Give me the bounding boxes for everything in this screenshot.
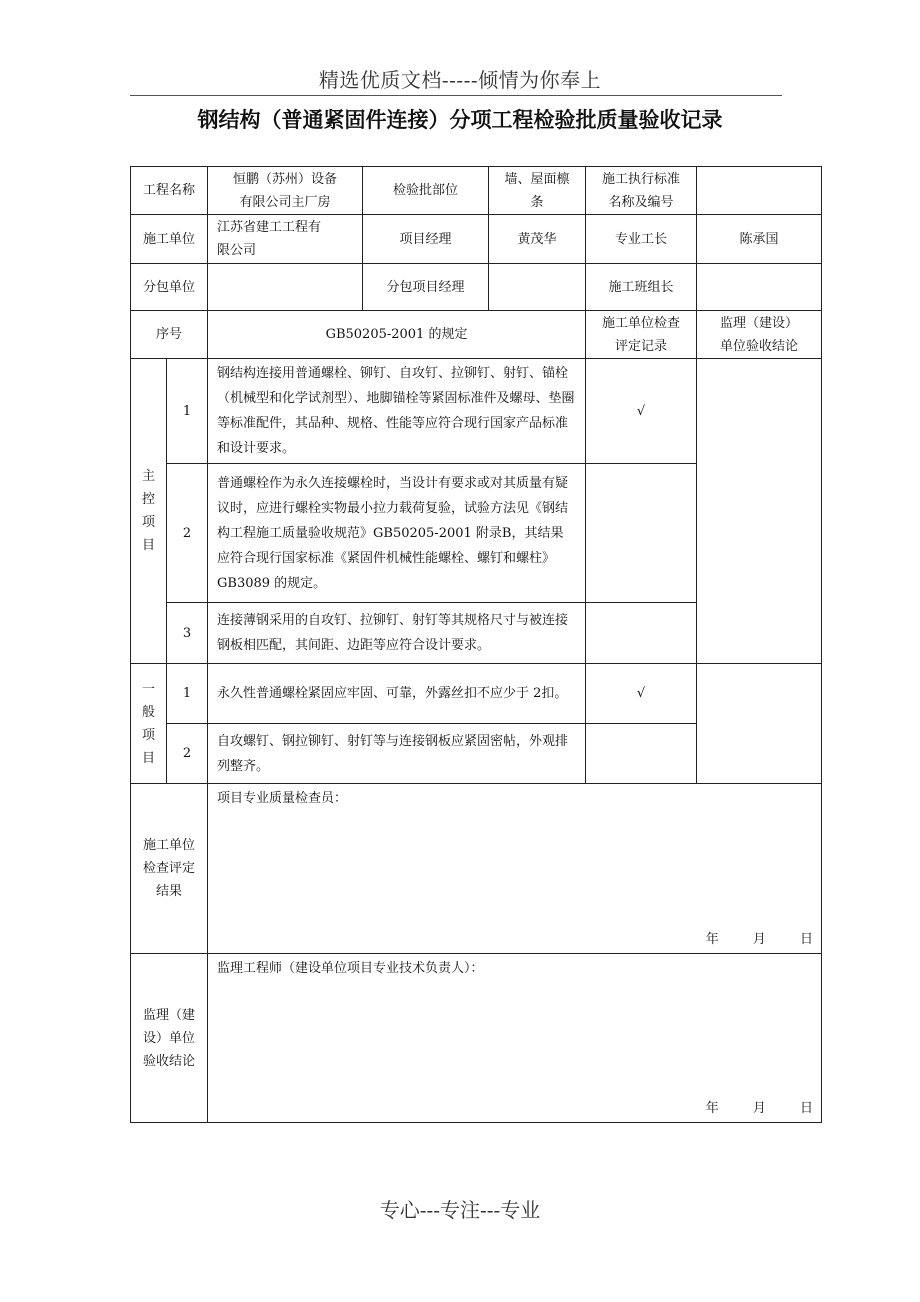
date-month: 月 xyxy=(752,932,766,947)
main-items-supervision-cell xyxy=(697,359,822,664)
subcontractor-value xyxy=(208,264,363,311)
row-construction-result xyxy=(131,784,822,954)
construction-result-label-line: 结果 xyxy=(156,884,183,899)
page-header: 精选优质文档-----倾情为你奉上 xyxy=(318,68,602,92)
item-requirement: 永久性普通螺栓紧固应牢固、可靠，外露丝扣不应少于 2扣。 xyxy=(208,664,586,724)
supervision-result-date xyxy=(706,1097,813,1120)
item-check-mark: √ xyxy=(586,664,697,724)
standard-label xyxy=(586,167,697,215)
item-number: 1 xyxy=(167,664,208,724)
general-group-char: 一 xyxy=(141,681,155,697)
construction-unit-label: 施工单位 xyxy=(131,215,208,264)
item-check-mark: √ xyxy=(586,359,697,464)
main-items-group-label xyxy=(131,359,167,664)
date-year: 年 xyxy=(705,932,719,947)
standard-value xyxy=(697,167,822,215)
supervision-result-label xyxy=(131,954,208,1123)
row-construction-unit xyxy=(131,215,822,264)
main-group-char: 主 xyxy=(141,469,155,484)
item-requirement: 普通螺栓作为永久连接螺栓时，当设计有要求或对其质量有疑议时，应进行螺栓实物最小拉力载荷复验，试验方法见《钢结构工程施工质量验收规范》GB50205-2001 附录B，其结果应符合现行国家标准《紧固件机械性能螺栓、螺钉和螺柱》GB3089 的规定。 xyxy=(208,464,586,603)
main-group-char: 控 xyxy=(141,492,155,507)
inspection-part-value-line2: 条 xyxy=(530,194,544,210)
main-group-char: 目 xyxy=(141,538,155,553)
supervision-result-label-line: 监理（建 xyxy=(143,1007,196,1023)
project-name-value xyxy=(208,167,363,215)
item-number: 2 xyxy=(167,724,208,784)
foreman-value: 陈承国 xyxy=(697,215,822,264)
supervision-result-label-line: 设）单位 xyxy=(143,1030,196,1046)
table-row xyxy=(131,664,822,724)
inspection-part-value xyxy=(489,167,586,215)
supervision-conclusion-label-line1: 监理（建设） xyxy=(720,315,799,331)
team-leader-value xyxy=(697,264,822,311)
date-day: 日 xyxy=(800,1101,814,1116)
header-divider xyxy=(130,95,782,96)
general-items-group-label xyxy=(131,664,167,784)
construction-result-label-line: 检查评定 xyxy=(143,861,196,876)
construction-unit-value-line2: 限公司 xyxy=(217,243,257,258)
item-check-mark xyxy=(586,724,697,784)
general-items-supervision-cell xyxy=(697,664,822,784)
row-subcontractor xyxy=(131,264,822,311)
construction-result-signature-cell xyxy=(208,784,822,954)
project-name-value-line1: 恒鹏（苏州）设备 xyxy=(233,171,338,187)
general-group-char: 项 xyxy=(141,727,155,743)
row-items-header xyxy=(131,311,822,359)
row-supervision-result xyxy=(131,954,822,1123)
project-name-label: 工程名称 xyxy=(131,167,208,215)
sub-manager-value xyxy=(489,264,586,311)
item-requirement: 自攻螺钉、钢拉铆钉、射钉等与连接钢板应紧固密帖，外观排列整齐。 xyxy=(208,724,586,784)
foreman-label: 专业工长 xyxy=(586,215,697,264)
item-requirement: 钢结构连接用普通螺栓、铆钉、自攻钉、拉铆钉、射钉、锚栓（机械型和化学试剂型）、地脚锚栓等紧固标准件及螺母、垫圈等标准配件，其品种、规格、性能等应符合现行国家产品标准和设计要求。 xyxy=(208,359,586,464)
supervision-result-signature-cell xyxy=(208,954,822,1123)
sub-manager-label: 分包项目经理 xyxy=(363,264,489,311)
item-number: 3 xyxy=(167,603,208,664)
check-record-label-line1: 施工单位检查 xyxy=(602,315,681,331)
main-group-char: 项 xyxy=(141,515,155,530)
seq-label: 序号 xyxy=(131,311,208,359)
item-requirement: 连接薄钢采用的自攻钉、拉铆钉、射钉等其规格尺寸与被连接钢板相匹配，其间距、边距等应符合设计要求。 xyxy=(208,603,586,664)
project-manager-label: 项目经理 xyxy=(363,215,489,264)
construction-unit-value-line1: 江苏省建工工程有 xyxy=(217,220,322,235)
date-month: 月 xyxy=(752,1101,766,1116)
construction-unit-value xyxy=(208,215,363,264)
general-group-char: 目 xyxy=(141,750,155,766)
project-name-value-line2: 有限公司主厂房 xyxy=(239,194,331,210)
inspection-form-table xyxy=(130,166,822,1123)
inspection-part-value-line1: 墙、屋面檩 xyxy=(504,171,570,187)
inspection-part-label: 检验批部位 xyxy=(363,167,489,215)
page-footer: 专心---专注---专业 xyxy=(379,1198,541,1222)
quality-inspector-label: 项目专业质量检查员： xyxy=(217,791,348,806)
supervision-conclusion-label-line2: 单位验收结论 xyxy=(720,338,799,354)
general-group-char: 般 xyxy=(141,704,155,720)
supervision-result-label-line: 验收结论 xyxy=(143,1053,196,1069)
check-record-label xyxy=(586,311,697,359)
check-record-label-line2: 评定记录 xyxy=(615,338,668,354)
spec-label: GB50205-2001 的规定 xyxy=(208,311,586,359)
document-title: 钢结构（普通紧固件连接）分项工程检验批质量验收记录 xyxy=(197,108,723,132)
item-number: 2 xyxy=(167,464,208,603)
standard-label-line1: 施工执行标准 xyxy=(602,171,681,187)
construction-result-label xyxy=(131,784,208,954)
project-manager-value: 黄茂华 xyxy=(489,215,586,264)
construction-result-date xyxy=(706,928,813,951)
supervision-conclusion-label xyxy=(697,311,822,359)
standard-label-line2: 名称及编号 xyxy=(608,194,674,210)
date-day: 日 xyxy=(800,932,814,947)
item-check-mark xyxy=(586,603,697,664)
date-year: 年 xyxy=(705,1101,719,1116)
construction-result-label-line: 施工单位 xyxy=(143,838,196,853)
item-number: 1 xyxy=(167,359,208,464)
table-row xyxy=(131,359,822,464)
team-leader-label: 施工班组长 xyxy=(586,264,697,311)
supervising-engineer-label: 监理工程师（建设单位项目专业技术负责人）： xyxy=(217,961,484,976)
row-project-info xyxy=(131,167,822,215)
subcontractor-label: 分包单位 xyxy=(131,264,208,311)
item-check-mark xyxy=(586,464,697,603)
